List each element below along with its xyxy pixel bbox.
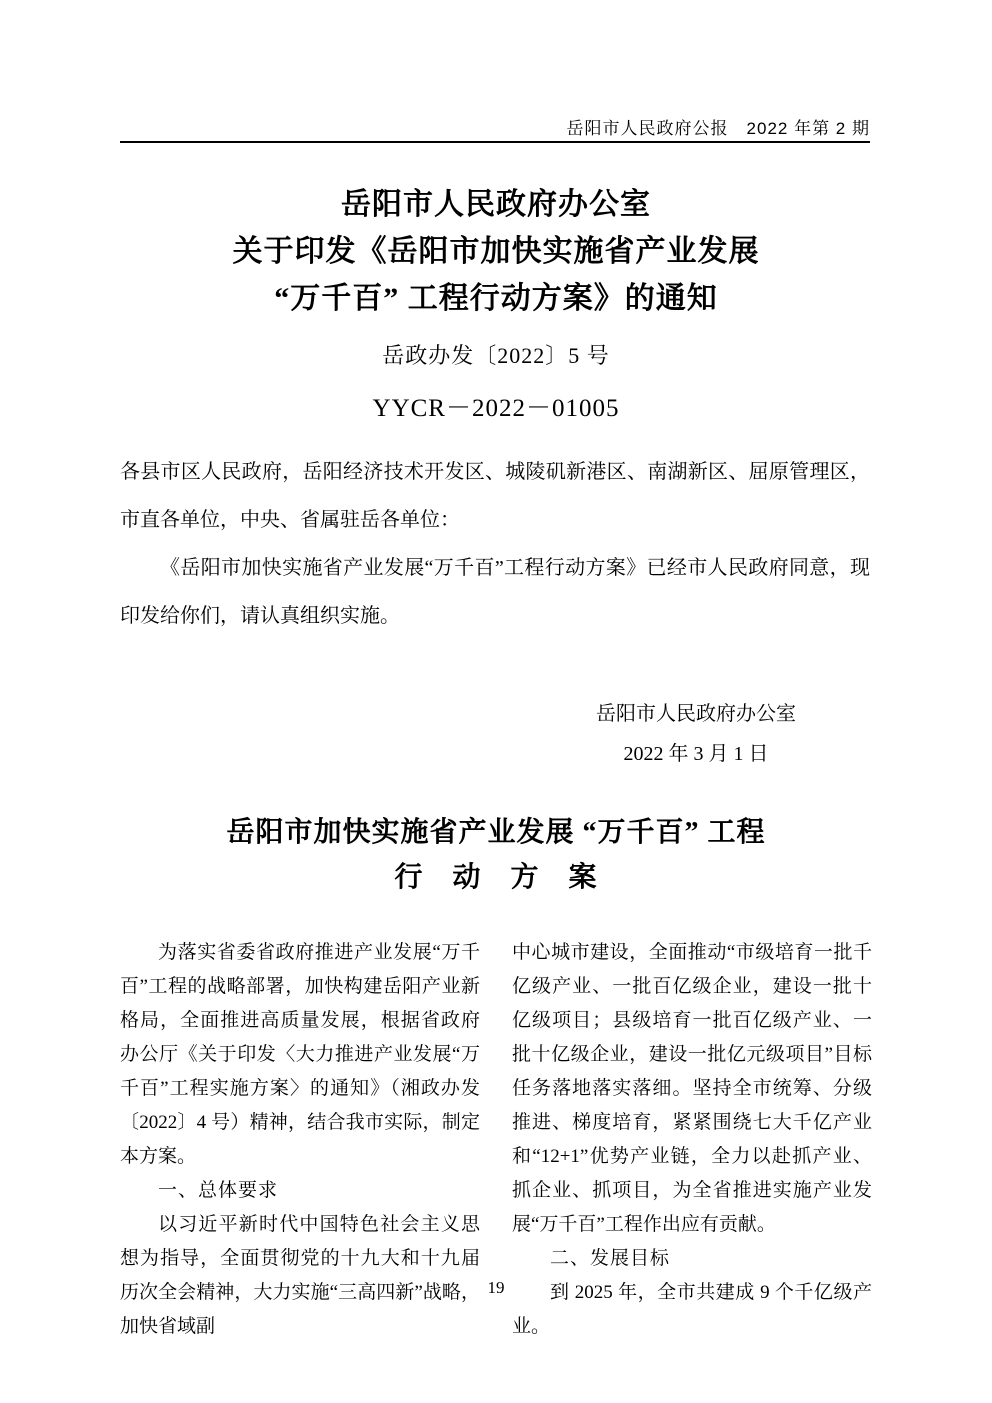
notice-title-line2: 关于印发《岳阳市加快实施省产业发展 [232,235,760,268]
notice-paragraph-recipients: 各县市区人民政府，岳阳经济技术开发区、城陵矶新港区、南湖新区、屈原管理区，市直各单位，中央、省属驻岳各单位： [120,461,870,531]
document-code: YYCR－2022－01005 [372,395,620,422]
left-heading-overall-requirements: 一、总体要求 [158,1180,279,1201]
right-paragraph-2: 到 2025 年，全市共建成 9 个千亿级产业。 [512,1282,872,1337]
plan-title-line2: 行 动 方 案 [394,862,598,893]
notice-title-line1: 岳阳市人民政府办公室 [341,188,651,221]
masthead-rule [120,141,870,143]
notice-body [120,448,870,640]
right-heading-development-goals: 二、发展目标 [550,1248,671,1269]
plan-title [0,810,992,900]
notice-paragraph-body: 《岳阳市加快实施省产业发展“万千百”工程行动方案》已经市人民政府同意，现印发给你们，请认真组织实施。 [120,557,870,627]
document-number: 岳政办发〔2022〕5 号 [382,343,610,368]
right-paragraph-1: 中心城市建设，全面推动“市级培育一批千亿级产业、一批百亿级企业，建设一批十亿级项目；县级培育一批百亿级产业、一批十亿级企业，建设一批亿元级项目”目标任务落地落实落细。坚持全市统筹、分级推进、梯度培育，紧紧围绕七大千亿产业和“12+1”优势产业链，全力以赴抓产业、抓企业、抓项目，为全省推进实施产业发展“万千百”工程作出应有贡献。 [512,942,872,1235]
plan-title-line1: 岳阳市加快实施省产业发展 “万千百” 工程 [226,817,766,848]
signature-block [520,694,872,774]
left-paragraph-1: 为落实省委省政府推进产业发展“万千百”工程的战略部署，加快构建岳阳产业新格局，全面推进高质量发展，根据省政府办公厅《关于印发〈大力推进产业发展“万千百”工程实施方案〉的通知》（湘政办发〔2022〕4 号）精神，结合我市实际，制定本方案。 [120,942,480,1167]
notice-title-line3: “万千百” 工程行动方案》的通知 [274,282,718,315]
page-number: 19 [487,1278,505,1297]
left-paragraph-2: 以习近平新时代中国特色社会主义思想为指导，全面贯彻党的十九大和十九届历次全会精神，大力实施“三高四新”战略，加快省域副 [120,1214,480,1337]
masthead-text: 岳阳市人民政府公报 2022 年第 2 期 [566,119,870,138]
notice-title [0,181,992,322]
signature-office: 岳阳市人民政府办公室 [596,703,796,725]
signature-date: 2022 年 3 月 1 日 [623,743,769,765]
